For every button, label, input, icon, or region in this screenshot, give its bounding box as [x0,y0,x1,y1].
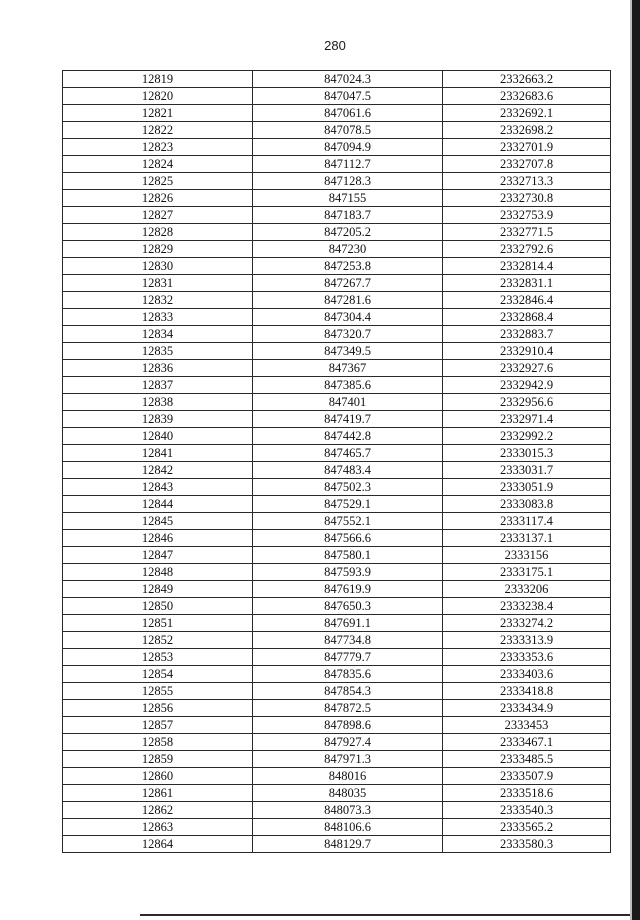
y-coordinate-cell: 2332692.1 [443,105,611,122]
x-coordinate-cell: 847734.8 [253,632,443,649]
table-row [63,513,611,530]
table-row [63,649,611,666]
x-coordinate-cell: 847619.9 [253,581,443,598]
x-coordinate-cell: 847927.4 [253,734,443,751]
y-coordinate-cell: 2333434.9 [443,700,611,717]
table-row [63,598,611,615]
point-id-cell: 12830 [63,258,253,275]
table-row [63,683,611,700]
y-coordinate-cell: 2333565.2 [443,819,611,836]
table-row [63,819,611,836]
y-coordinate-cell: 2332814.4 [443,258,611,275]
point-id-cell: 12860 [63,768,253,785]
y-coordinate-cell: 2333083.8 [443,496,611,513]
y-coordinate-cell: 2333137.1 [443,530,611,547]
x-coordinate-cell: 847061.6 [253,105,443,122]
table-row [63,479,611,496]
table-row [63,445,611,462]
table-row [63,360,611,377]
point-id-cell: 12838 [63,394,253,411]
y-coordinate-cell: 2333518.6 [443,785,611,802]
point-id-cell: 12844 [63,496,253,513]
y-coordinate-cell: 2333453 [443,717,611,734]
y-coordinate-cell: 2332831.1 [443,275,611,292]
y-coordinate-cell: 2333015.3 [443,445,611,462]
x-coordinate-cell: 847898.6 [253,717,443,734]
table-row [63,207,611,224]
point-id-cell: 12862 [63,802,253,819]
table-row [63,751,611,768]
point-id-cell: 12864 [63,836,253,853]
y-coordinate-cell: 2333117.4 [443,513,611,530]
point-id-cell: 12832 [63,292,253,309]
point-id-cell: 12849 [63,581,253,598]
y-coordinate-cell: 2333485.5 [443,751,611,768]
scan-edge-bottom [140,914,630,916]
table-row [63,156,611,173]
table-row [63,768,611,785]
x-coordinate-cell: 847483.4 [253,462,443,479]
table-row [63,394,611,411]
x-coordinate-cell: 847854.3 [253,683,443,700]
table-row [63,71,611,88]
x-coordinate-cell: 847385.6 [253,377,443,394]
table-row [63,836,611,853]
y-coordinate-cell: 2333313.9 [443,632,611,649]
table-row [63,224,611,241]
y-coordinate-cell: 2333540.3 [443,802,611,819]
point-id-cell: 12819 [63,71,253,88]
x-coordinate-cell: 848073.3 [253,802,443,819]
x-coordinate-cell: 847304.4 [253,309,443,326]
x-coordinate-cell: 847155 [253,190,443,207]
table-row [63,717,611,734]
x-coordinate-cell: 848106.6 [253,819,443,836]
point-id-cell: 12843 [63,479,253,496]
point-id-cell: 12857 [63,717,253,734]
y-coordinate-cell: 2333353.6 [443,649,611,666]
x-coordinate-cell: 847872.5 [253,700,443,717]
table-row [63,88,611,105]
point-id-cell: 12856 [63,700,253,717]
page-number: 280 [324,38,346,53]
x-coordinate-cell: 847112.7 [253,156,443,173]
point-id-cell: 12827 [63,207,253,224]
coordinates-table-body [63,71,611,853]
point-id-cell: 12836 [63,360,253,377]
x-coordinate-cell: 847281.6 [253,292,443,309]
y-coordinate-cell: 2332927.6 [443,360,611,377]
table-row [63,173,611,190]
point-id-cell: 12828 [63,224,253,241]
y-coordinate-cell: 2332683.6 [443,88,611,105]
table-row [63,377,611,394]
y-coordinate-cell: 2332771.5 [443,224,611,241]
y-coordinate-cell: 2332730.8 [443,190,611,207]
x-coordinate-cell: 848016 [253,768,443,785]
table-row [63,530,611,547]
point-id-cell: 12834 [63,326,253,343]
y-coordinate-cell: 2332971.4 [443,411,611,428]
point-id-cell: 12833 [63,309,253,326]
point-id-cell: 12841 [63,445,253,462]
point-id-cell: 12831 [63,275,253,292]
table-row [63,309,611,326]
y-coordinate-cell: 2333206 [443,581,611,598]
point-id-cell: 12858 [63,734,253,751]
x-coordinate-cell: 847593.9 [253,564,443,581]
y-coordinate-cell: 2332846.4 [443,292,611,309]
point-id-cell: 12853 [63,649,253,666]
point-id-cell: 12855 [63,683,253,700]
table-row [63,105,611,122]
point-id-cell: 12837 [63,377,253,394]
y-coordinate-cell: 2333051.9 [443,479,611,496]
point-id-cell: 12863 [63,819,253,836]
point-id-cell: 12859 [63,751,253,768]
x-coordinate-cell: 847401 [253,394,443,411]
x-coordinate-cell: 847349.5 [253,343,443,360]
point-id-cell: 12848 [63,564,253,581]
x-coordinate-cell: 847650.3 [253,598,443,615]
y-coordinate-cell: 2332992.2 [443,428,611,445]
point-id-cell: 12861 [63,785,253,802]
y-coordinate-cell: 2332707.8 [443,156,611,173]
x-coordinate-cell: 847024.3 [253,71,443,88]
point-id-cell: 12826 [63,190,253,207]
point-id-cell: 12854 [63,666,253,683]
x-coordinate-cell: 847320.7 [253,326,443,343]
x-coordinate-cell: 847183.7 [253,207,443,224]
point-id-cell: 12840 [63,428,253,445]
point-id-cell: 12822 [63,122,253,139]
point-id-cell: 12835 [63,343,253,360]
point-id-cell: 12823 [63,139,253,156]
table-row [63,241,611,258]
y-coordinate-cell: 2333507.9 [443,768,611,785]
table-row [63,802,611,819]
point-id-cell: 12829 [63,241,253,258]
table-row [63,411,611,428]
x-coordinate-cell: 847529.1 [253,496,443,513]
y-coordinate-cell: 2333274.2 [443,615,611,632]
x-coordinate-cell: 847047.5 [253,88,443,105]
point-id-cell: 12842 [63,462,253,479]
x-coordinate-cell: 847205.2 [253,224,443,241]
table-row [63,700,611,717]
x-coordinate-cell: 847230 [253,241,443,258]
y-coordinate-cell: 2332868.4 [443,309,611,326]
y-coordinate-cell: 2332942.9 [443,377,611,394]
table-row [63,122,611,139]
table-row [63,496,611,513]
y-coordinate-cell: 2332956.6 [443,394,611,411]
table-row [63,547,611,564]
x-coordinate-cell: 847094.9 [253,139,443,156]
table-row [63,190,611,207]
x-coordinate-cell: 847502.3 [253,479,443,496]
y-coordinate-cell: 2332713.3 [443,173,611,190]
y-coordinate-cell: 2333031.7 [443,462,611,479]
table-row [63,343,611,360]
point-id-cell: 12839 [63,411,253,428]
x-coordinate-cell: 848035 [253,785,443,802]
y-coordinate-cell: 2333418.8 [443,683,611,700]
table-row [63,326,611,343]
point-id-cell: 12845 [63,513,253,530]
point-id-cell: 12820 [63,88,253,105]
y-coordinate-cell: 2332663.2 [443,71,611,88]
x-coordinate-cell: 847580.1 [253,547,443,564]
y-coordinate-cell: 2333156 [443,547,611,564]
y-coordinate-cell: 2333175.1 [443,564,611,581]
table-row [63,734,611,751]
x-coordinate-cell: 847971.3 [253,751,443,768]
y-coordinate-cell: 2333238.4 [443,598,611,615]
x-coordinate-cell: 847779.7 [253,649,443,666]
x-coordinate-cell: 848129.7 [253,836,443,853]
table-row [63,139,611,156]
table-row [63,462,611,479]
point-id-cell: 12846 [63,530,253,547]
point-id-cell: 12850 [63,598,253,615]
table-row [63,564,611,581]
x-coordinate-cell: 847267.7 [253,275,443,292]
table-row [63,275,611,292]
point-id-cell: 12852 [63,632,253,649]
coordinates-table [62,70,611,853]
table-row [63,581,611,598]
x-coordinate-cell: 847465.7 [253,445,443,462]
x-coordinate-cell: 847419.7 [253,411,443,428]
y-coordinate-cell: 2332792.6 [443,241,611,258]
point-id-cell: 12821 [63,105,253,122]
x-coordinate-cell: 847128.3 [253,173,443,190]
x-coordinate-cell: 847552.1 [253,513,443,530]
x-coordinate-cell: 847078.5 [253,122,443,139]
table-row [63,632,611,649]
x-coordinate-cell: 847442.8 [253,428,443,445]
y-coordinate-cell: 2332910.4 [443,343,611,360]
y-coordinate-cell: 2332698.2 [443,122,611,139]
table-row [63,666,611,683]
point-id-cell: 12847 [63,547,253,564]
y-coordinate-cell: 2333467.1 [443,734,611,751]
x-coordinate-cell: 847835.6 [253,666,443,683]
x-coordinate-cell: 847367 [253,360,443,377]
x-coordinate-cell: 847691.1 [253,615,443,632]
table-row [63,615,611,632]
point-id-cell: 12851 [63,615,253,632]
point-id-cell: 12825 [63,173,253,190]
y-coordinate-cell: 2333403.6 [443,666,611,683]
table-row [63,292,611,309]
point-id-cell: 12824 [63,156,253,173]
x-coordinate-cell: 847253.8 [253,258,443,275]
x-coordinate-cell: 847566.6 [253,530,443,547]
table-row [63,428,611,445]
y-coordinate-cell: 2332701.9 [443,139,611,156]
y-coordinate-cell: 2332753.9 [443,207,611,224]
table-row [63,258,611,275]
y-coordinate-cell: 2333580.3 [443,836,611,853]
scan-edge-right [632,0,640,920]
y-coordinate-cell: 2332883.7 [443,326,611,343]
table-row [63,785,611,802]
